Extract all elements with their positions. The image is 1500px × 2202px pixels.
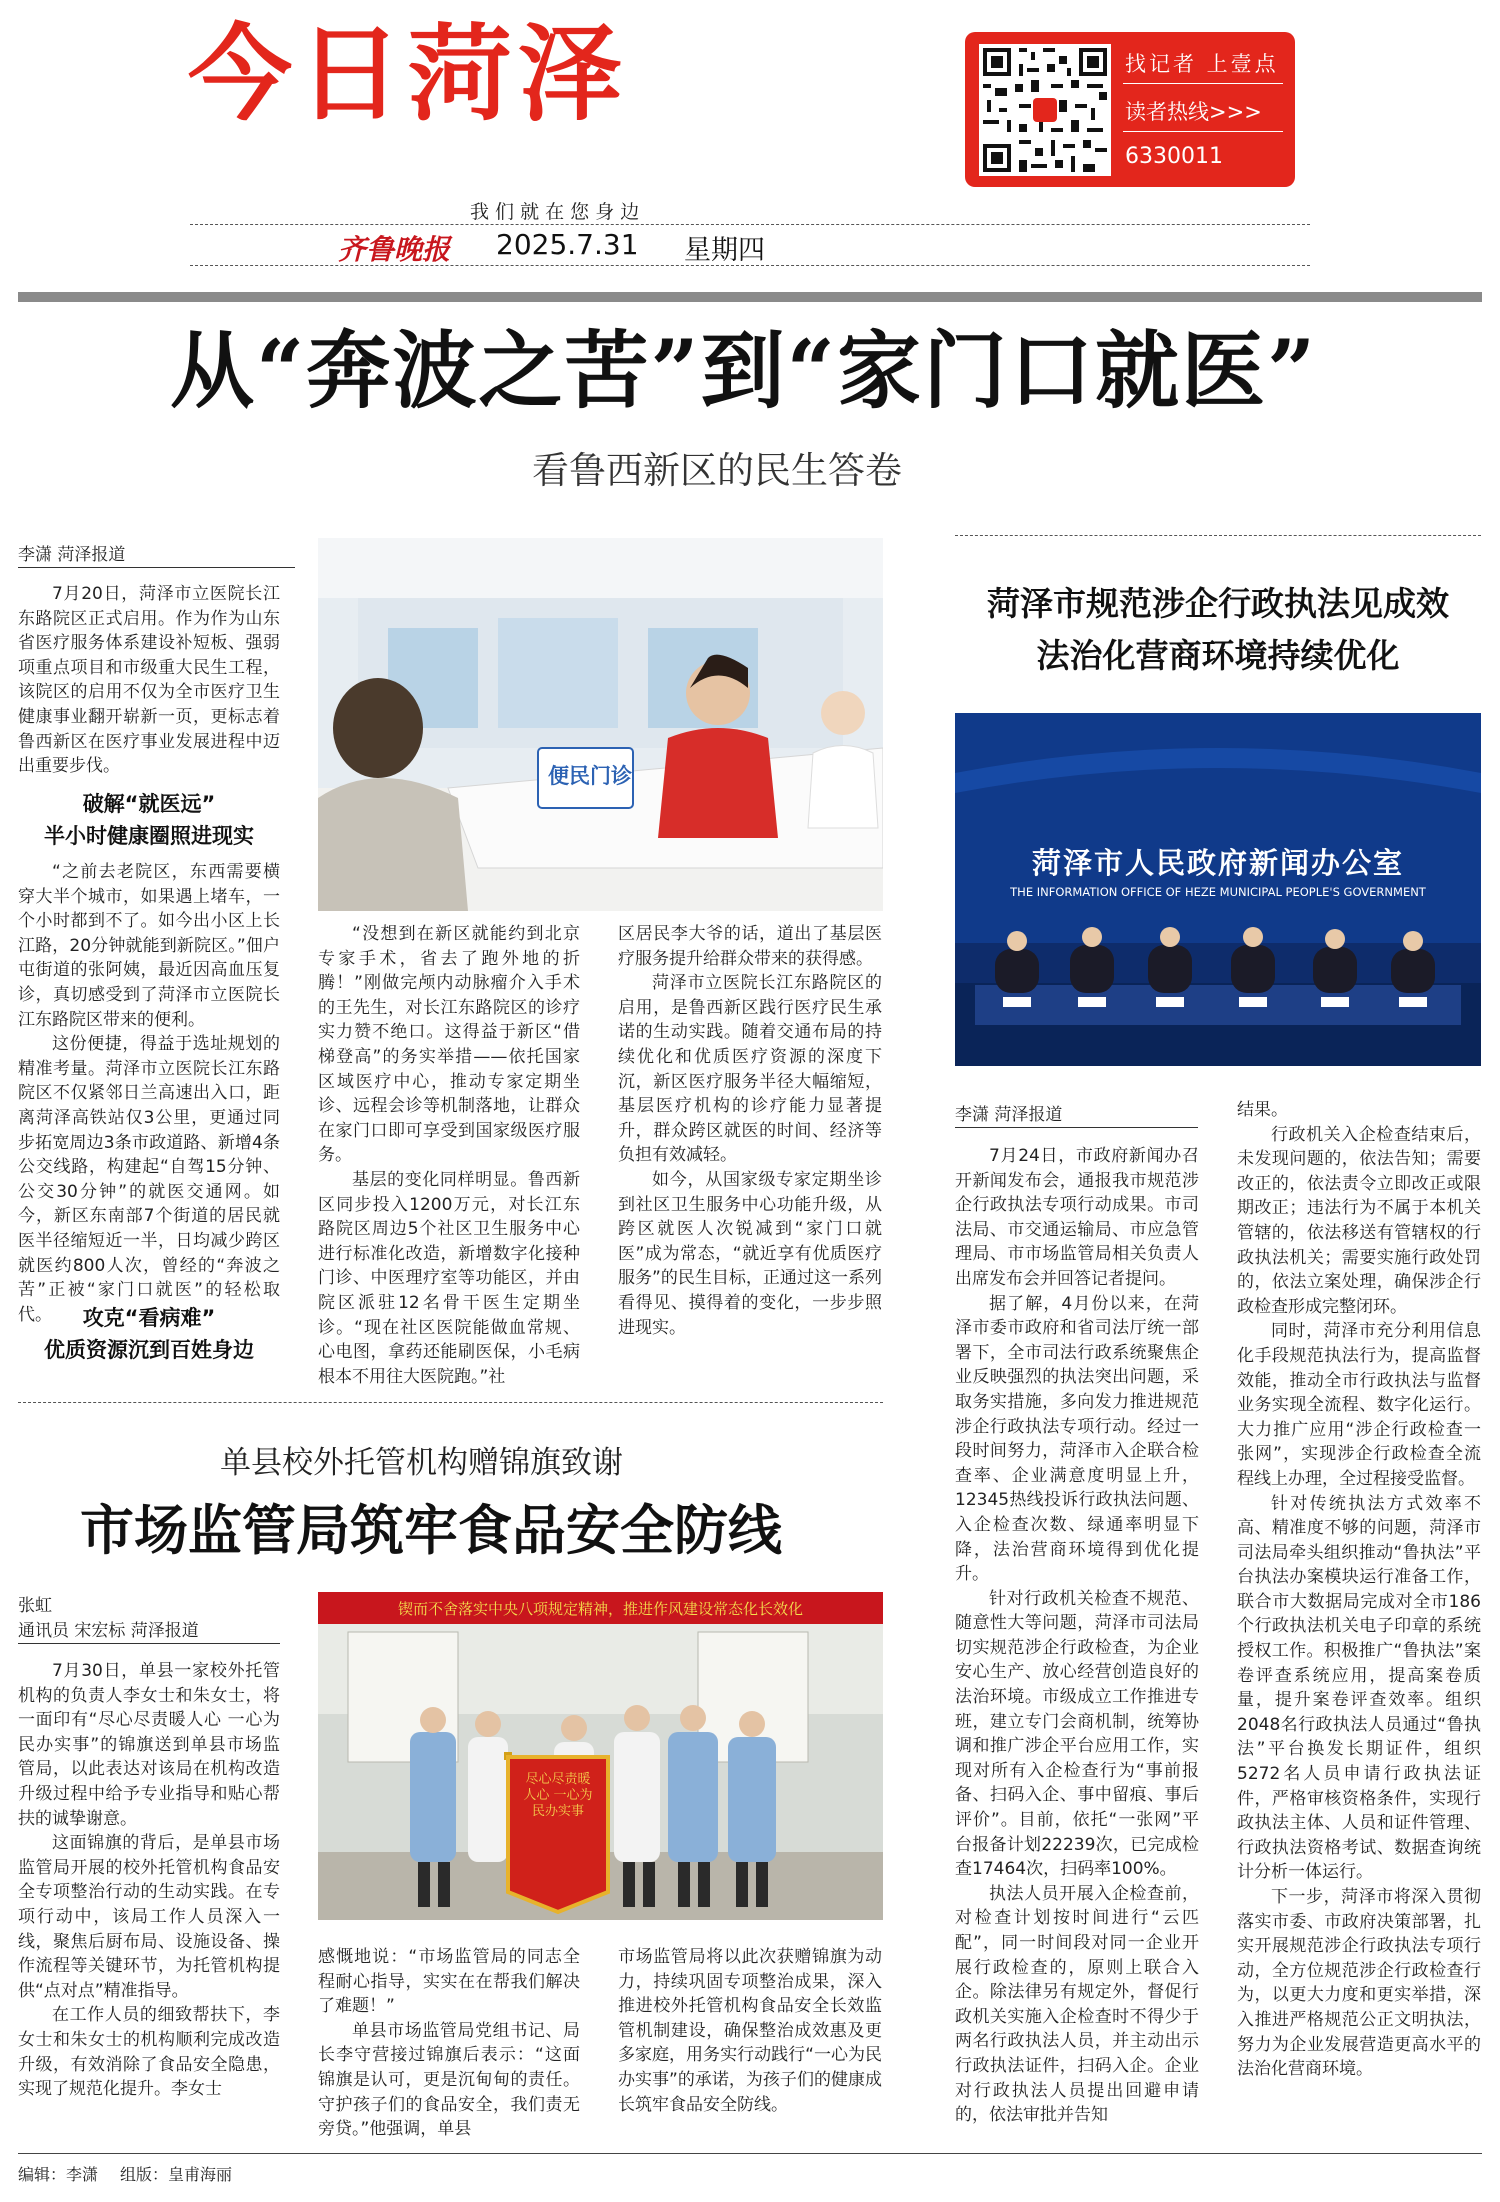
lead-byline: 李潇 菏泽报道 xyxy=(18,540,295,568)
hospital-lobby-photo xyxy=(318,538,883,911)
reader-hotline-number[interactable]: 6330011 xyxy=(1125,144,1223,169)
headline-line: 菏泽市规范涉企行政执法见成效 xyxy=(987,584,1449,623)
paragraph: 针对传统执法方式效率不高、精准度不够的问题，菏泽市司法局牵头组织推动“鲁执法”平台执法办案模块运行准备工作，联合市大数据局完成对全市186个行政执法机关电子印章的系统授权工作。积极推广“鲁执法”案卷评查系统应用，提高案卷质量，提升案卷评查效率。组织2048名行政执法人员通过“鲁执法”平台换发长期证件，组织5272名人员申请行政执法证件，严格审核资格条件，实现行政执法主体、人员和证件管理、行政执法资格考试、数据查询统计分析一体运行。 xyxy=(1237,1493,1481,1883)
paragraph: 区居民李大爷的话，道出了基层医疗服务提升给群众带来的获得感。 xyxy=(618,924,882,969)
lead-subhead-1 xyxy=(18,788,280,852)
lead-intro xyxy=(18,582,280,779)
right-photo-press-conference xyxy=(955,713,1481,1066)
bottom-photo-pennant xyxy=(318,1592,883,1920)
headline-line: 法治化营商环境持续优化 xyxy=(1036,636,1400,675)
paragraph: 执法人员开展入企检查前，对检查计划按时间进行“云匹配”，同一时间段对同一企业开展行政检查的，原则上联合入企。除法律另有规定外，督促行政机关实施入企检查时不得少于两名行政执法人员，并主动出示行政执法证件，扫码入企。企业对行政执法人员提出回避申请的，依法审批并告知 xyxy=(955,1883,1199,2126)
paragraph: 7月30日，单县一家校外托管机构的负责人李女士和朱女士，将一面印有“尽心尽责暖人心 一心为民办实事”的锦旗送到单县市场监管局，以此表达对该局在机构改造升级过程中给予专业指导和贴心帮扶的诚挚谢意。 xyxy=(18,1661,280,1829)
reader-contact-box xyxy=(965,32,1295,187)
pennant-text: 尽心尽责暖人心 一心为民办实事 xyxy=(523,1772,593,1819)
paragraph: “之前去老院区，东西需要横穿大半个城市，如果遇上堵车，一个小时都到不了。如今出小区上长江路，20分钟就能到新院区。”佃户屯街道的张阿姨，最近因高血压复诊，真切感受到了菏泽市立医院长江东路院区带来的便利。 xyxy=(18,862,280,1030)
photo-banner-text: 锲而不舍落实中央八项规定精神，推进作风建设常态化长效化 xyxy=(397,1600,803,1618)
masthead-title: 今日菏泽 xyxy=(188,13,629,135)
bottom-headline: 市场监管局筑牢食品安全防线 xyxy=(80,1498,782,1562)
bottom-byline: 通讯员 宋宏标 菏泽报道 xyxy=(18,1616,280,1644)
bottom-byline-author: 张虹 xyxy=(18,1596,52,1616)
contact-slogan: 找记者 上壹点 xyxy=(1125,52,1279,76)
paragraph: 7月24日，市政府新闻办召开新闻发布会，通报我市规范涉企行政执法专项行动成果。市司法局、市交通运输局、市应急管理局、市市场监管局相关负责人出席发布会并回答记者提问。 xyxy=(955,1146,1199,1289)
lead-subheadline: 看鲁西新区的民生答卷 xyxy=(532,449,902,492)
footer-layout: 组版：皇甫海丽 xyxy=(120,2165,233,2184)
paragraph: “没想到在新区就能约到北京专家手术，省去了跑外地的折腾！”刚做完颅内动脉瘤介入手术的王先生，对长江东路院区的诊疗实力赞不绝口。这得益于新区“借梯登高”的务实举措——依托国家区域医疗中心，推动专家定期坐诊、远程会诊等机制落地，让群众在家门口即可享受到国家级医疗服务。 xyxy=(318,924,580,1166)
paragraph: 单县市场监管局党组书记、局长李守营接过锦旗后表示：“这面锦旗是认可，更是沉甸甸的责任。守护孩子们的食品安全，我们责无旁贷。”他强调，单县 xyxy=(318,2020,580,2140)
right-column-2 xyxy=(1237,1098,1481,2082)
bottom-column-2 xyxy=(318,1945,580,2142)
lead-column-3 xyxy=(618,922,882,1340)
photo-sign-text: 便民门诊 xyxy=(548,764,632,788)
subhead-line: 破解“就医远” xyxy=(82,792,216,816)
masthead-slogan: 我 们 就 在 您 身 边 xyxy=(470,201,640,223)
paragraph: 下一步，菏泽市将深入贯彻落实市委、市政府决策部署，扎实开展规范涉企行政执法专项行动，全方位规范涉企行政检查行为，以更大力度和更实举措，深入推进严格规范公正文明执法，努力为企业发展营造更高水平的法治化营商环境。 xyxy=(1237,1887,1481,2080)
paragraph: 感慨地说：“市场监管局的同志全程耐心指导，实实在在帮我们解决了难题！” xyxy=(318,1947,580,2017)
paragraph: 同时，菏泽市充分利用信息化手段规范执法行为，提高监督效能，推动全市行政执法与监督业务实现全流程、数字化运行。大力推广应用“涉企行政检查一张网”，实现涉企行政检查全流程线上办理，全过程接受监督。 xyxy=(1237,1321,1481,1489)
paragraph: 这份便捷，得益于选址规划的精准考量。菏泽市立医院长江东路院区不仅紧邻日兰高速出入口，距离菏泽高铁站仅3公里，更通过同步拓宽周边3条市政道路、新增4条公交线路，构建起“自驾15分钟、公交30分钟”的就医交通网。如今，新区东南部7个街道的居民就医半径缩短近一半，日均减少跨区就医约800人次，曾经的“奔波之苦”正被“家门口就医”的轻松取代。 xyxy=(18,1034,280,1325)
footer-editor: 编辑：李潇 xyxy=(18,2165,99,2184)
paragraph: 如今，从国家级专家定期坐诊到社区卫生服务中心功能升级，从跨区就医人次锐减到“家门口就医”成为常态，“就近享有优质医疗服务”的民生目标，正通过这一系列看得见、摸得着的变化，一步步照进现实。 xyxy=(618,1169,882,1338)
lead-subhead-2 xyxy=(18,1302,280,1366)
paragraph: 行政机关入企检查结束后，未发现问题的，依法告知；需要改正的，依法责令立即改正或限期改正；违法行为不属于本机关管辖的，依法移送有管辖权的行政执法机关；需要实施行政处罚的，依法立案处理，确保涉企行政检查形成完整闭环。 xyxy=(1237,1124,1481,1317)
subhead-line: 优质资源沉到百姓身边 xyxy=(44,1338,254,1362)
paragraph: 基层的变化同样明显。鲁西新区同步投入1200万元，对长江东路院区周边5个社区卫生服务中心进行标准化改造，新增数字化接种门诊、中医理疗室等功能区，并由院区派驻12名骨干医生定期坐诊。“现在社区医院能做血常规、心电图，拿药还能刷医保，小毛病根本不用往大医院跑。”社 xyxy=(318,1169,580,1387)
paragraph: 在工作人员的细致帮扶下，李女士和朱女士的机构顺利完成改造升级，有效消除了食品安全隐患，实现了规范化提升。李女士 xyxy=(18,2005,280,2100)
lead-photo-hospital xyxy=(318,538,883,911)
issue-weekday: 星期四 xyxy=(684,235,765,266)
paragraph: 市场监管局将以此次获赠锦旗为动力，持续巩固专项整治成果，深入推进校外托管机构食品安全长效监管机制建设，确保整治成效惠及更多家庭，用务实行动践行“一心为民办实事”的承诺，为孩子们的健康成长筑牢食品安全防线。 xyxy=(618,1947,882,2115)
pennant-ceremony-photo xyxy=(318,1592,883,1920)
lead-column-2 xyxy=(318,922,580,1389)
masthead-divider xyxy=(18,292,1482,302)
photo-banner-cn: 菏泽市人民政府新闻办公室 xyxy=(1031,846,1404,880)
paragraph: 7月20日，菏泽市立医院长江东路院区正式启用。作为作为山东省医疗服务体系建设补短板、强弱项重点项目和市级重大民生工程，该院区的启用不仅为全市医疗卫生健康事业翻开崭新一页，更标志着鲁西新区在医疗事业发展进程中迈出重要步伐。 xyxy=(18,584,280,777)
bottom-column-3 xyxy=(618,1945,882,2117)
paragraph: 针对行政机关检查不规范、随意性大等问题，菏泽市司法局切实规范涉企行政检查，为企业安心生产、放心经营创造良好的法治环境。市级成立工作推进专班，建立专门会商机制，统筹协调和推广涉企平台应用工作，实现对所有入企检查行为“事前报备、扫码入企、事中留痕、事后评价”。目前，依托“一张网”平台报备计划22239次，已完成检查17464次，扫码率100%。 xyxy=(955,1588,1199,1880)
qr-code-icon xyxy=(979,44,1111,176)
reader-hotline-label: 读者热线>>> xyxy=(1125,100,1262,124)
qr-code[interactable] xyxy=(979,44,1111,176)
subhead-line: 攻克“看病难” xyxy=(82,1306,216,1330)
paragraph: 结果。 xyxy=(1237,1100,1288,1120)
issue-date: 2025.7.31 xyxy=(496,228,639,261)
paper-logo: 齐鲁晚报 xyxy=(338,233,451,266)
subhead-line: 半小时健康圈照进现实 xyxy=(44,824,254,848)
right-headline xyxy=(955,578,1481,682)
paragraph: 菏泽市立医院长江东路院区的启用，是鲁西新区践行医疗民生承诺的生动实践。随着交通布局的持续优化和优质医疗资源的深度下沉，新区医疗服务半径大幅缩短，基层医疗机构的诊疗能力显著提升，群众跨区就医的时间、经济等负担有效减轻。 xyxy=(618,973,882,1166)
right-byline: 李潇 菏泽报道 xyxy=(955,1100,1198,1128)
right-column-1 xyxy=(955,1144,1199,2128)
lead-headline: 从“奔波之苦”到“家门口就医” xyxy=(170,321,1318,420)
bottom-kicker: 单县校外托管机构赠锦旗致谢 xyxy=(220,1445,623,1481)
paragraph: 这面锦旗的背后，是单县市场监管局开展的校外托管机构食品安全专项整治行动的生动实践。在专项行动中，该局工作人员深入一线，聚焦后厨布局、设施设备、操作流程等关键环节，为托管机构提供“点对点”精准指导。 xyxy=(18,1833,280,2001)
photo-banner-en: THE INFORMATION OFFICE OF HEZE MUNICIPAL PEOPLE'S GOVERNMENT xyxy=(1010,885,1426,899)
bottom-column-1 xyxy=(18,1659,280,2102)
paragraph: 据了解，4月份以来，在菏泽市委市政府和省司法厅统一部署下，全市司法行政系统聚焦企业反映强烈的执法突出问题，采取务实措施，多向发力推进规范涉企行政执法专项行动。经过一段时间努力，菏泽市入企联合检查率、企业满意度明显上升，12345热线投诉行政执法问题、入企检查次数、绿通率明显下降，法治营商环境得到优化提升。 xyxy=(955,1293,1199,1585)
lead-column-1 xyxy=(18,860,280,1327)
